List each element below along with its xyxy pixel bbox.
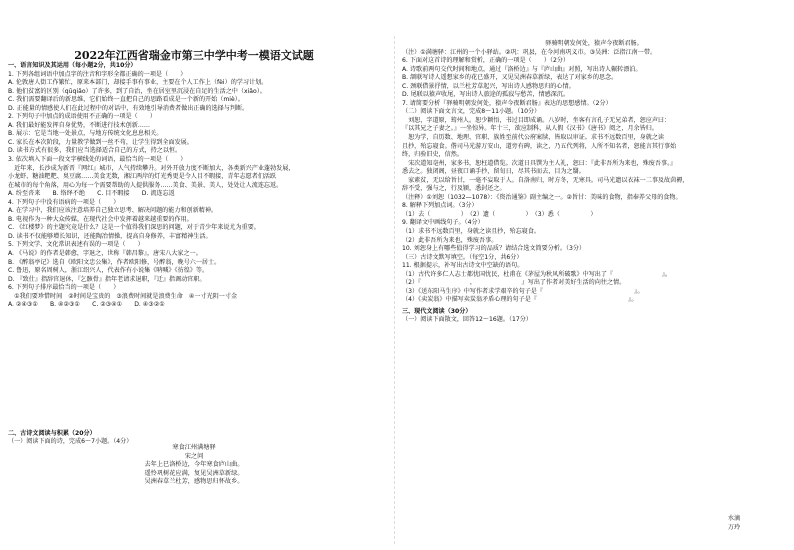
right-line: 恕为学，自历数、地理、官职、族姓至前代公府案牍，皆取以审证。求书不远数百里，身就之读 bbox=[402, 134, 665, 142]
left-line: 在城市的每个角落，用心为每一个需要帮助的人提供服务……美食、美景、美人，处处让人流连忘返。 bbox=[8, 181, 283, 189]
left-line: 小龙虾、糖油粑粑、臭豆腐……美食无数，湘江两岸的灯光秀更是令人目不暇接，青年志愿者们活跃 bbox=[8, 173, 277, 181]
section-2-sub: （一）阅读下面的诗，完成6～7小题。（4分） bbox=[8, 438, 133, 446]
right-line: 宋次道知亳州，家多书，恕枉道借览。次道日具馔为主人礼，恕曰：『此非吾所为来也，殊废吾事。』 bbox=[402, 159, 677, 167]
left-line: 6. 下列句子排序最恰当的一项是（ ） bbox=[8, 284, 120, 292]
section-2-heading: 二、古诗文阅读与积累（20分） bbox=[8, 430, 96, 437]
right-line: （三）古诗文默写填空。（每空1分，共6分） bbox=[402, 253, 523, 261]
poem-line-3: 吴洲春草兰杜芳，感物思归怀故乡。 bbox=[144, 478, 244, 486]
left-line: C. 家长在本次阶段，力量教学做到一丝不苟，让学生得到全面发展。 bbox=[8, 138, 193, 146]
column-divider bbox=[394, 36, 395, 544]
right-line: 家素贫，无以给旨甘，一毫不妄取于人。自洛南归，时方冬，无寒具。司马光遗以衣袜一二事及故茵褥， bbox=[402, 176, 689, 184]
right-line: （1）去（ ） （2）遗（ ） （3）悉（ ） bbox=[402, 210, 597, 218]
section-3-heading: 三、现代文阅读（30分） bbox=[402, 307, 472, 315]
left-line: D. 读书不仅能够增长知识，还能陶冶情操，提高自身修养，丰富精神生活。 bbox=[8, 232, 212, 240]
right-line: 6. 下面对这首诗的理解和赏析，正确的一项是（ ）（2分） bbox=[402, 57, 570, 65]
right-line: 悉去之。独闭阁，昼夜口诵手抄，留旬日，尽其书而去，目为之翳。 bbox=[402, 168, 585, 176]
right-line: （1）古代许多仁人志士都忧国忧民，杜甫在《茅屋为秋风所破歌》中写出了『 』。 bbox=[402, 270, 671, 278]
section-3-sub: （一）阅读下面散文，回答12～16题。（17分） bbox=[402, 316, 532, 324]
right-line: 刘恕，字道原，筠州人。恕少颖悟，书过目即成诵。八岁时，坐客有言孔子无兄弟者，恕应声曰： bbox=[402, 116, 671, 124]
article-author: 万玲 bbox=[727, 524, 741, 531]
article-title: 水滴 bbox=[727, 515, 741, 522]
right-line: （1）求书不远数百里，身就之读且抄，殆忘寝食。 bbox=[402, 228, 540, 236]
right-column bbox=[402, 40, 786, 325]
paper-title: 2022年江西省瑞金市第三中学中考一模语文试题 bbox=[74, 49, 314, 62]
right-line: （二）阅读下面文言文，完成8～11小题。（10分） bbox=[402, 108, 541, 116]
left-line: B. 电视作为一种大众传媒，在现代社会中发挥着越来越重要的作用。 bbox=[8, 215, 193, 223]
right-line: 『以其兄之子妻之。』一坐惊异。年十三，欲应制科，从人假《汉书》《唐书》阅之，月余皆归。 bbox=[402, 125, 658, 133]
poem-line-1: 去年上巳洛桥边，今年寒食庐山曲。 bbox=[144, 461, 244, 469]
left-line: B. 《醉翁亭记》选自《欧阳文忠公集》，作者欧阳修，号醉翁，晚号六一居士。 bbox=[8, 258, 221, 266]
right-line: C. 颈联借景抒情，以兰杜芳草起兴，写出诗人感物思归的心情。 bbox=[402, 82, 575, 90]
right-line: （3）《送东阳马生序》中写作者求学艰辛的句子是『 』。 bbox=[402, 287, 644, 295]
right-line: 9. 翻译文中画线句子。（4分） bbox=[402, 219, 484, 227]
right-line: （注释）①刘恕（1032—1078）：《资治通鉴》副主编之一。②旨甘：美味的食物，指奉养父母的食物。 bbox=[402, 193, 682, 201]
left-line: 3. 依次填入下面一段文字横线处的词语，最恰当的一项是（ ） bbox=[8, 156, 187, 164]
right-line: D. 尾联以猿声收尾，写出诗人旅途的孤寂与愁苦，情感深沉。 bbox=[402, 91, 570, 99]
left-line: D. 『致仕』指辞官退休，『乞骸骨』指年老请求退职，『迁』指调动官职。 bbox=[8, 275, 206, 283]
poem-title: 寒食江州满塘驿 bbox=[172, 444, 216, 451]
left-line: A. ②④③① B. ④②③① C. ②③④① D. ④③②① bbox=[8, 301, 165, 309]
right-line: （2）此非吾所为来也，殊废吾事。 bbox=[402, 236, 498, 244]
left-line: B. 展示：它是当地一处景点，与地方传统文化息息相关。 bbox=[8, 130, 163, 138]
section-1-heading: 一、语言知识及其运用（每小题2分，共10分） bbox=[8, 62, 137, 69]
left-line: 5. 下列文学、文化常识表述有误的一项是（ ） bbox=[8, 241, 144, 249]
left-line: C. 《红楼梦》的主题究竟是什么？这是一个值得我们深思的问题，对于青少年来说尤为重要。 bbox=[8, 224, 260, 232]
left-line: D. 正能量的情感使人们在此过程中的对话中，有效地引导消费者做出正确的选择与判断。 bbox=[8, 104, 249, 112]
poem-author: 宋之问 bbox=[184, 452, 204, 460]
right-line: （注）①满塘驿：江州的一个小驿站。②巩：巩县，在今河南巩义市。③吴洲：泛指江南一带。 bbox=[402, 48, 657, 56]
right-line: 11. 根据提示，补写出古诗文中空缺的语句。 bbox=[402, 262, 524, 270]
right-line: 10. 刘恕身上有哪些值得学习的品质？请结合选文简要分析。（3分） bbox=[402, 245, 586, 253]
left-line: B. 他们贫富的区别（qūqiǎo）了许多，到了自治，坐在居室里沉浸在自足的生活之中（xiǎo）。 bbox=[8, 87, 266, 95]
right-line: 7. 请简要分析『驿骑明朝发何处，猿声今夜断君肠』表达的思想感情。（2分） bbox=[402, 99, 612, 107]
left-line: C. 鲁迅，原名周树人，浙江绍兴人，代表作有小说集《呐喊》《彷徨》等。 bbox=[8, 267, 209, 275]
left-line: ①我们要珍惜时间 ②时间是宝贵的 ③浪费时间就是浪费生命 ④一寸光阴一寸金 bbox=[8, 292, 238, 300]
left-line: 2. 下列句子中加点的成语使用不正确的一项是（ ） bbox=[8, 113, 156, 121]
left-line: 1. 下列各组词语中加点字的注音和字形全都正确的一项是（ ） bbox=[8, 70, 187, 78]
poem-last-line: 驿骑明朝发何处，猿声今夜断君肠。 bbox=[545, 40, 643, 47]
left-line: A. 在学习中，我们应该注意培养自己独立思考、解决问题的能力和创新精神。 bbox=[8, 207, 218, 215]
left-line: A. 纷至沓来 B. 络绎不绝 C. 目不暇接 D. 流连忘返 bbox=[8, 190, 175, 198]
poem bbox=[8, 444, 380, 487]
left-question-list bbox=[8, 71, 380, 310]
right-line: （4）《卖炭翁》中描写卖炭翁矛盾心理的句子是『 』。 bbox=[402, 296, 638, 304]
left-line: 近年来，长沙成为新晋『网红』城市，人气持续攀升。对外开放力度不断加大，各类新兴产业蓬勃发展， bbox=[8, 164, 295, 172]
poem-line-2: 遥怜巩树花应满，复见吴洲草新绿。 bbox=[144, 469, 244, 477]
left-line: D. 读书方式有很多，我们应当选择适合自己的方式，持之以恒。 bbox=[8, 147, 182, 155]
right-line: 且抄，殆忘寝食。偕司马光游万安山，道旁有碑，读之，乃五代列将，人所不知名者，恕能言其行事始 bbox=[402, 142, 677, 150]
right-line: A. 诗歌前两句交代时间和地点，通过『洛桥边』与『庐山曲』对照，写出诗人辗转漂泊。 bbox=[402, 65, 642, 73]
right-line: B. 颔联写诗人遥想家乡的花已盛开，又见吴洲春草新绿，表达了对家乡的思念。 bbox=[402, 74, 618, 82]
left-line: C. 我们需要翻译后的新思维，它们始终一直把自己的思路看成是一个新的开始（miè）。 bbox=[8, 96, 244, 104]
right-line: 辞不受，强与之，行及颍，悉封还之。 bbox=[402, 185, 506, 193]
right-question-list bbox=[402, 49, 786, 305]
article-heading bbox=[704, 514, 764, 532]
right-line: （2）『 ， 』写出了作者对美好生活的向往之情。 bbox=[402, 279, 626, 287]
left-column bbox=[8, 62, 380, 310]
left-line: A. 伦敦唐人街工作繁忙，原来本部门，却接手事有事业，主要在个人工作上（fèi）的学习计划。 bbox=[8, 79, 268, 87]
left-line: A. 我们最好能发挥自身优势，不断进行技术创新…… bbox=[8, 121, 150, 129]
right-line: 终，归验旧史，信然。 bbox=[402, 151, 463, 159]
left-line: A. 《马说》的作者是韩愈，字退之，世称『韩昌黎』，唐宋八大家之一。 bbox=[8, 250, 202, 258]
left-line: 4. 下列句子中没有语病的一项是（ ） bbox=[8, 198, 120, 206]
right-line: 8. 解释下列加点词。（3分） bbox=[402, 202, 478, 210]
